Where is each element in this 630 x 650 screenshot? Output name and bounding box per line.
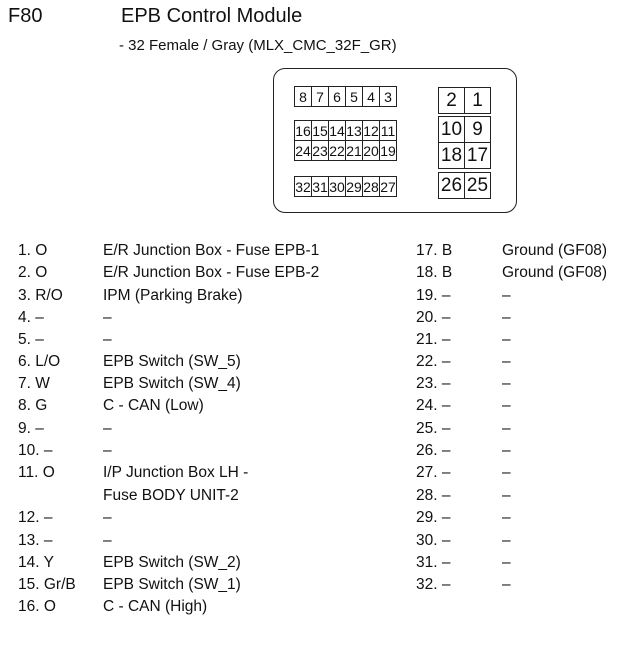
pin-number: 30. – (416, 532, 451, 549)
pin-cell: 4 (362, 86, 380, 107)
pin-number: 22. – (416, 353, 451, 370)
pin-description: – (103, 309, 112, 326)
pin-description: – (502, 287, 511, 304)
pin-cell: 7 (311, 86, 329, 107)
pin-cell: 20 (362, 140, 380, 161)
pin-cell: 1 (464, 87, 491, 114)
pin-cell: 18 (438, 142, 465, 169)
pin-number: 23. – (416, 375, 451, 392)
pin-description: – (103, 509, 112, 526)
pin-description: EPB Switch (SW_1) (103, 576, 241, 593)
pin-number: 4. – (18, 309, 44, 326)
pin-description: – (502, 532, 511, 549)
pin-row-1-small (294, 86, 397, 107)
pin-cell: 3 (379, 86, 397, 107)
pin-row-2-big (438, 116, 491, 143)
pin-description: – (502, 442, 511, 459)
pin-number: 25. – (416, 420, 451, 437)
pin-number: 12. – (18, 509, 53, 526)
pin-row-4-big (438, 172, 491, 199)
pin-row-3-big (438, 142, 491, 169)
pin-description: – (103, 532, 112, 549)
pin-number: 32. – (416, 576, 451, 593)
pin-row-4-small (294, 176, 397, 197)
pin-cell: 15 (311, 120, 329, 141)
pin-description: – (502, 464, 511, 481)
pin-number: 19. – (416, 287, 451, 304)
pin-cell: 17 (464, 142, 491, 169)
pin-description: E/R Junction Box - Fuse EPB-2 (103, 264, 320, 281)
pin-number: 29. – (416, 509, 451, 526)
pin-number: 9. – (18, 420, 44, 437)
pin-cell: 6 (328, 86, 346, 107)
pin-description: I/P Junction Box LH - (103, 464, 249, 481)
pin-cell: 14 (328, 120, 346, 141)
pin-cell: 28 (362, 176, 380, 197)
pin-number: 3. R/O (18, 287, 63, 304)
pin-cell: 29 (345, 176, 363, 197)
pin-number: 1. O (18, 242, 48, 259)
pin-number: 10. – (18, 442, 53, 459)
pin-description: IPM (Parking Brake) (103, 287, 243, 304)
connector-id: F80 (8, 5, 43, 27)
pin-description: Ground (GF08) (502, 242, 608, 259)
pin-number: 2. O (18, 264, 48, 281)
pin-description: C - CAN (Low) (103, 397, 204, 414)
pin-number: 16. O (18, 598, 56, 615)
pin-number: 17. B (416, 242, 453, 259)
pin-description: – (502, 375, 511, 392)
pin-cell: 27 (379, 176, 397, 197)
pin-number: 5. – (18, 331, 44, 348)
pin-cell: 22 (328, 140, 346, 161)
pin-description: – (502, 487, 511, 504)
pin-number: 11. O (18, 464, 55, 481)
pin-cell: 21 (345, 140, 363, 161)
pin-cell: 23 (311, 140, 329, 161)
pin-description: Ground (GF08) (502, 264, 608, 281)
pin-row-3-small (294, 140, 397, 161)
pin-number: 28. – (416, 487, 451, 504)
pin-description: – (103, 442, 112, 459)
pin-description: – (103, 331, 112, 348)
pin-cell: 12 (362, 120, 380, 141)
pin-description: EPB Switch (SW_2) (103, 554, 241, 571)
pin-description: C - CAN (High) (103, 598, 208, 615)
pin-description: – (502, 353, 511, 370)
pin-cell: 25 (464, 172, 491, 199)
pin-number: 21. – (416, 331, 451, 348)
pin-number: 8. G (18, 397, 48, 414)
connector-subtitle: - 32 Female / Gray (MLX_CMC_32F_GR) (119, 37, 397, 54)
pin-number: 27. – (416, 464, 451, 481)
pin-number: 18. B (416, 264, 453, 281)
pin-cell: 26 (438, 172, 465, 199)
pin-number: 31. – (416, 554, 451, 571)
pin-cell: 2 (438, 87, 465, 114)
pin-cell: 24 (294, 140, 312, 161)
pin-number: 14. Y (18, 554, 54, 571)
pin-cell: 8 (294, 86, 312, 107)
pin-cell: 31 (311, 176, 329, 197)
pin-description: – (502, 509, 511, 526)
pin-cell: 5 (345, 86, 363, 107)
pin-number: 7. W (18, 375, 50, 392)
pin-cell: 10 (438, 116, 465, 143)
pin-description: EPB Switch (SW_5) (103, 353, 241, 370)
pin-row-2-small (294, 120, 397, 141)
pin-number: 15. Gr/B (18, 576, 76, 593)
pin-description: E/R Junction Box - Fuse EPB-1 (103, 242, 320, 259)
pin-description: EPB Switch (SW_4) (103, 375, 241, 392)
page-title: EPB Control Module (121, 5, 303, 27)
pin-description: Fuse BODY UNIT-2 (103, 487, 239, 504)
pin-number: 26. – (416, 442, 451, 459)
pin-cell: 13 (345, 120, 363, 141)
pin-row-1-big (438, 87, 491, 114)
pin-description: – (103, 420, 112, 437)
pin-cell: 32 (294, 176, 312, 197)
pin-description: – (502, 397, 511, 414)
pin-description: – (502, 576, 511, 593)
pin-cell: 11 (379, 120, 397, 141)
pin-cell: 19 (379, 140, 397, 161)
pin-cell: 30 (328, 176, 346, 197)
pin-number: 24. – (416, 397, 451, 414)
pin-number: 13. – (18, 532, 53, 549)
connector-diagram (273, 68, 517, 213)
pin-number: 6. L/O (18, 353, 61, 370)
pin-description: – (502, 554, 511, 571)
pin-description: – (502, 331, 511, 348)
pin-number: 20. – (416, 309, 451, 326)
pin-cell: 16 (294, 120, 312, 141)
pin-description: – (502, 420, 511, 437)
pin-cell: 9 (464, 116, 491, 143)
pin-description: – (502, 309, 511, 326)
